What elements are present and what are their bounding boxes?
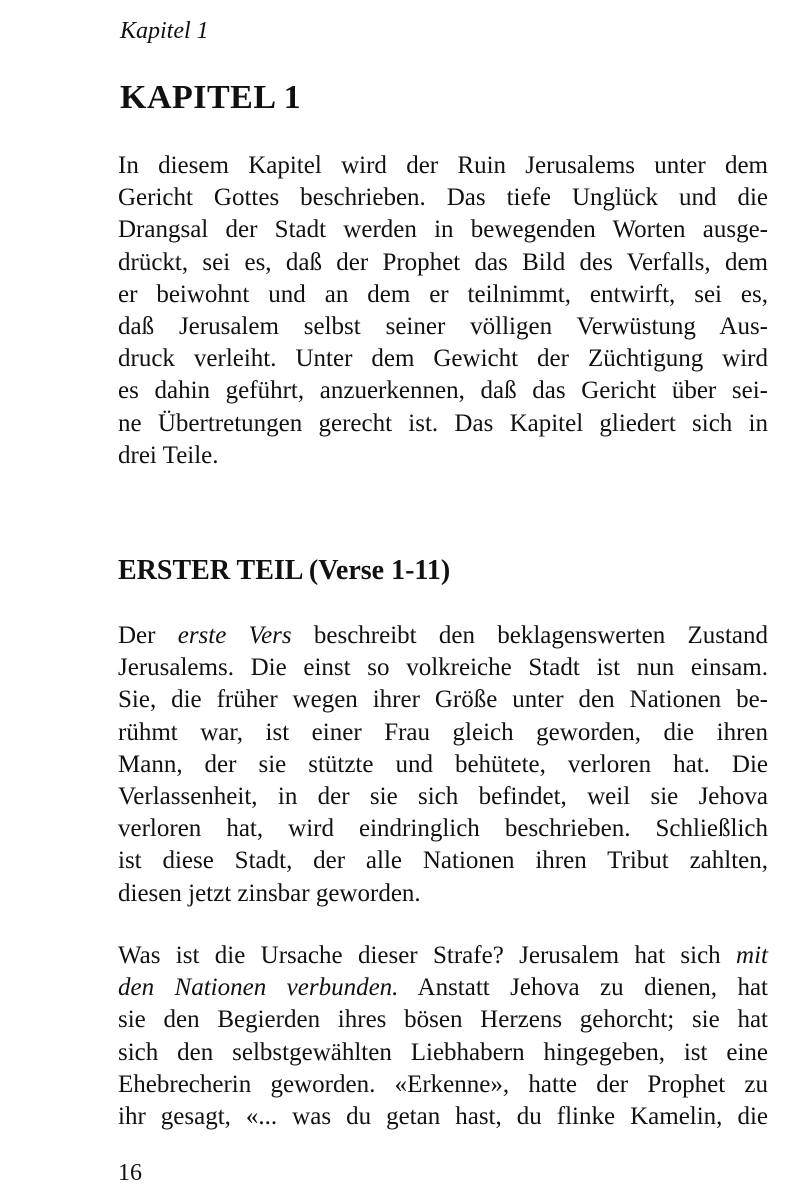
- text-line: drei Teile.: [118, 441, 219, 469]
- emphasis-text: mit: [736, 942, 768, 969]
- text-line: ihr gesagt, «... was du getan hast, du flinke Kamelin, die: [118, 1103, 768, 1131]
- text-line: Mann, der sie stützte und behütete, verloren hat. Die: [118, 750, 768, 778]
- text-line: Ehebrecherin geworden. «Erkenne», hatte der Prophet zu: [118, 1070, 768, 1098]
- text-line: daß Jerusalem selbst seiner völligen Verwüstung Aus-: [118, 313, 768, 341]
- text-line: Verlassenheit, in der sie sich befindet, weil sie Jehova: [118, 783, 768, 811]
- text-line: sie den Begierden ihres bösen Herzens gehorcht; sie hat: [118, 1006, 768, 1034]
- text-line: druck verleiht. Unter dem Gewicht der Züchtigung wird: [118, 345, 768, 373]
- emphasis-text: den Nationen verbunden.: [118, 974, 399, 1002]
- text-line: diesen jetzt zinsbar geworden.: [118, 879, 421, 907]
- text-line: er beiwohnt und an dem er teilnimmt, entwirft, sei es,: [118, 280, 768, 308]
- text-run: Der: [118, 622, 156, 649]
- text-line: ist diese Stadt, der alle Nationen ihren Tribut zahlten,: [118, 847, 768, 875]
- text-line: rühmt war, ist einer Frau gleich geworden, die ihren: [118, 718, 768, 746]
- emphasis-text: erste Vers: [177, 622, 292, 649]
- text-line: sich den selbstgewählten Liebhabern hingegeben, ist eine: [118, 1038, 768, 1066]
- intro-paragraph: [118, 150, 768, 472]
- running-head: Kapitel 1: [120, 18, 209, 44]
- text-line: drückt, sei es, daß der Prophet das Bild des Verfalls, dem: [118, 248, 768, 276]
- chapter-title: KAPITEL 1: [120, 79, 302, 116]
- cause-paragraph: [118, 940, 768, 1133]
- text-line: [118, 620, 768, 652]
- verse-one-paragraph: [118, 620, 768, 910]
- text-line: Gericht Gottes beschrieben. Das tiefe Unglück und die: [118, 184, 768, 212]
- text-run: Was ist die Ursache dieser Strafe? Jerusalem hat sich: [118, 942, 721, 969]
- text-line: es dahin geführt, anzuerkennen, daß das Gericht über sei-: [118, 377, 768, 405]
- text-line: verloren hat, wird eindringlich beschrieben. Schließlich: [118, 815, 768, 843]
- text-run: Anstatt Jehova zu dienen, hat: [417, 974, 768, 1002]
- text-line: [118, 972, 768, 1004]
- text-line: [118, 940, 768, 972]
- text-line: Sie, die früher wegen ihrer Größe unter den Nationen be-: [118, 686, 768, 714]
- page-number: 16: [118, 1160, 142, 1186]
- section-title: ERSTER TEIL (Verse 1-11): [118, 555, 451, 586]
- text-run: beschreibt den beklagenswerten Zustand: [313, 622, 768, 649]
- text-line: Drangsal der Stadt werden in bewegenden Worten ausge-: [118, 216, 768, 244]
- text-line: Jerusalems. Die einst so volkreiche Stadt ist nun einsam.: [118, 654, 768, 682]
- text-line: In diesem Kapitel wird der Ruin Jerusalems unter dem: [118, 152, 768, 179]
- text-line: ne Übertretungen gerecht ist. Das Kapitel gliedert sich in: [118, 409, 768, 437]
